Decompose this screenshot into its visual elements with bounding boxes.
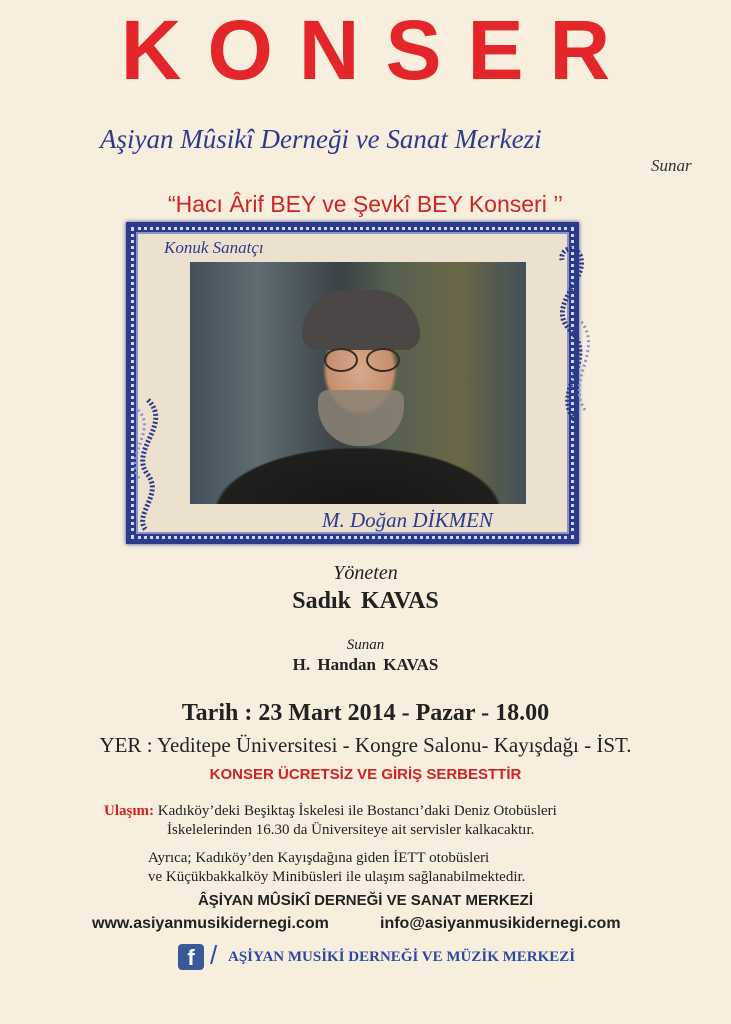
concert-title: “Hacı Ârif BEY ve Şevkî BEY Konseri ’’ <box>168 191 563 217</box>
transport-label: Ulaşım: <box>104 803 154 819</box>
presents-label: Sunar <box>651 156 692 175</box>
transport-text-1: Kadıköy’deki Beşiktaş İskelesi ile Bostancı’daki Deniz Otobüsleri <box>157 803 557 819</box>
guest-artist-label: Konuk Sanatçı <box>164 238 264 257</box>
transport-info <box>104 802 664 887</box>
poster-title: KONSER <box>120 3 637 97</box>
guest-artist-name: M. Doğan DİKMEN <box>322 508 493 532</box>
presenter-role: Sunan <box>346 637 385 653</box>
venue: YER : Yeditepe Üniversitesi - Kongre Salonu- Kayışdağı - İST. <box>99 733 632 757</box>
transport-line-4: ve Küçükbakkalköy Minibüsleri ile ulaşım sağlanabilmektedir. <box>148 869 526 885</box>
conductor-role: Yöneten <box>333 562 398 584</box>
website-link[interactable]: www.asiyanmusikidernegi.com <box>92 915 329 932</box>
transport-line-1 <box>104 802 664 821</box>
swirl-ornament-left <box>118 395 178 535</box>
facebook-page-name[interactable]: AŞİYAN MUSİKİ DERNEĞİ VE MÜZİK MERKEZİ <box>228 949 576 965</box>
swirl-ornament-right <box>540 240 610 430</box>
facebook-icon[interactable]: f <box>178 944 204 970</box>
email-link[interactable]: info@asiyanmusikidernegi.com <box>380 915 621 932</box>
presenter-name: H. Handan KAVAS <box>292 655 439 674</box>
date-time: Tarih : 23 Mart 2014 - Pazar - 18.00 <box>181 700 550 726</box>
guest-artist-photo <box>190 262 526 504</box>
footer-organization: ÂŞİYAN MÛSİKÎ DERNEĞİ VE SANAT MERKEZİ <box>197 892 534 909</box>
conductor-name: Sadık KAVAS <box>292 588 439 614</box>
free-entry-notice: KONSER ÜCRETSİZ VE GİRİŞ SERBESTTİR <box>209 766 522 783</box>
transport-line-3: Ayrıca; Kadıköy’den Kayışdağına giden İETT otobüsleri <box>148 850 490 866</box>
facebook-slash: / <box>210 940 218 970</box>
organization-name: Aşiyan Mûsikî Derneği ve Sanat Merkezi <box>100 124 542 154</box>
transport-line-2: İskelelerinden 16.30 da Üniversiteye ait servisler kalkacaktır. <box>167 822 535 838</box>
